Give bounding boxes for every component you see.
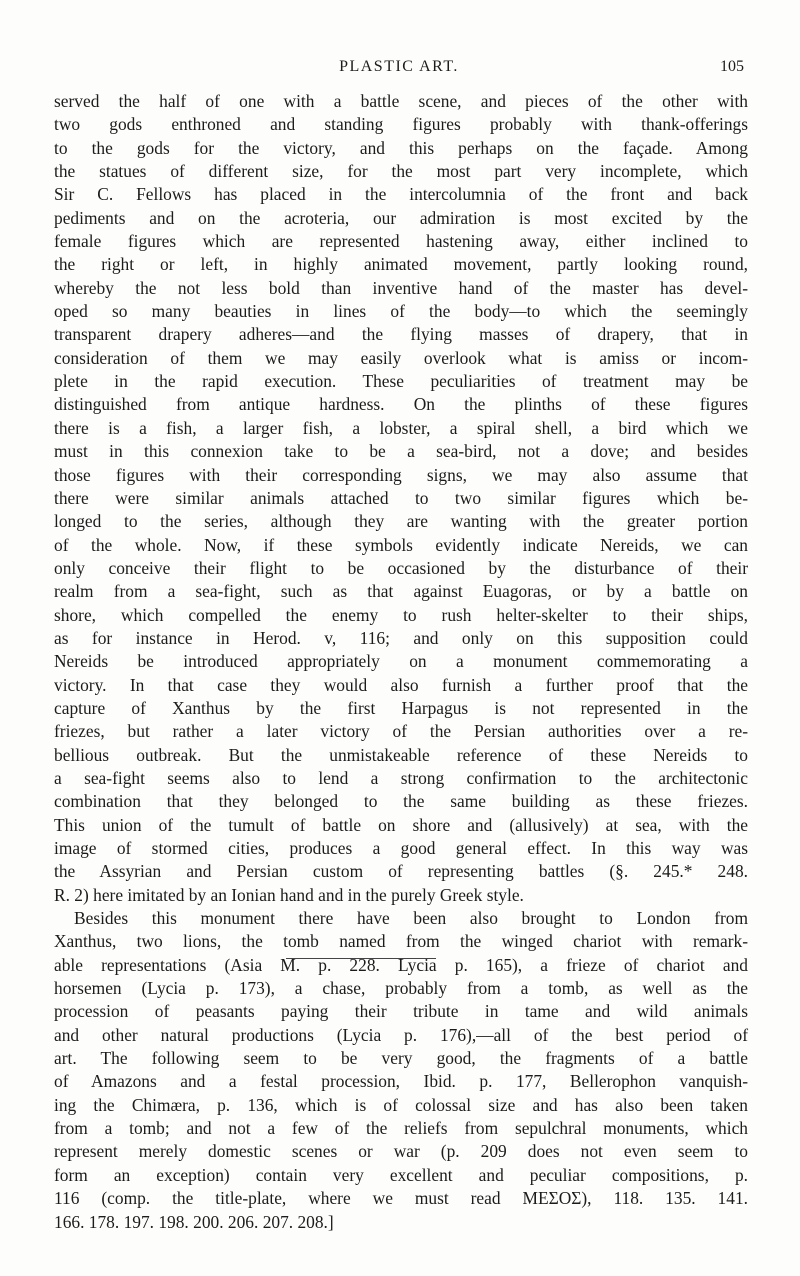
text-line: distinguished from antique hardness. On the plinths of these figures (54, 394, 748, 415)
text-line: longed to the series, although they are wanting with the greater portion (54, 511, 748, 532)
text-line: from a tomb; and not a few of the reliefs from sepulchral monuments, which (54, 1118, 748, 1139)
running-title: PLASTIC ART. (339, 58, 459, 75)
text-line: form an exception) contain very excellent and peculiar compositions, p. (54, 1164, 748, 1185)
text-line: the right or left, in highly animated movement, partly looking round, (54, 254, 748, 275)
text-line: pediments and on the acroteria, our admiration is most excited by the (54, 207, 748, 228)
text-line: two gods enthroned and standing figures probably with thank-offerings (54, 114, 748, 135)
text-line: only conceive their flight to be occasioned by the disturbance of their (54, 557, 748, 578)
text-line: art. The following seem to be very good, the fragments of a battle (54, 1048, 748, 1069)
text-line: of the whole. Now, if these symbols evidently indicate Nereids, we can (54, 534, 748, 555)
text-line: and other natural productions (Lycia p. 176),—all of the best period of (54, 1024, 748, 1045)
text-line: a sea-fight seems also to lend a strong confirmation to the architectonic (54, 767, 748, 788)
text-line: of Amazons and a festal procession, Ibid. p. 177, Bellerophon vanquish- (54, 1071, 748, 1092)
text-line: procession of peasants paying their tribute in tame and wild animals (54, 1001, 748, 1022)
text-line: the Assyrian and Persian custom of representing battles (§. 245.* 248. (54, 861, 748, 882)
text-line: 166. 178. 197. 198. 200. 206. 207. 208.] (54, 1211, 334, 1232)
text-line: Nereids be introduced appropriately on a monument commemorating a (54, 651, 748, 672)
text-line: plete in the rapid execution. These peculiarities of treatment may be (54, 371, 748, 392)
text-line: Sir C. Fellows has placed in the intercolumnia of the front and back (54, 184, 748, 205)
text-line: 116 (comp. the title-plate, where we must read ΜΕΣΟΣ), 118. 135. 141. (54, 1188, 748, 1209)
text-line: ing the Chimæra, p. 136, which is of colossal size and has also been taken (54, 1094, 748, 1115)
text-line: Xanthus, two lions, the tomb named from the winged chariot with remark- (54, 931, 748, 952)
text-line: oped so many beauties in lines of the body—to which the seemingly (54, 301, 748, 322)
text-line: consideration of them we may easily overlook what is amiss or incom- (54, 347, 748, 368)
text-line: victory. In that case they would also furnish a further proof that the (54, 674, 748, 695)
text-line: image of stormed cities, produces a good general effect. In this way was (54, 838, 748, 858)
text-line: represent merely domestic scenes or war (p. 209 does not even seem to (54, 1141, 748, 1162)
text-line: as for instance in Herod. v, 116; and only on this supposition could (54, 627, 748, 648)
text-line: served the half of one with a battle scene, and pieces of the other with (54, 91, 748, 111)
text-line: Besides this monument there have been also brought to London from (74, 908, 748, 929)
text-line: able representations (Asia M. p. 228. Lycia p. 165), a frieze of chariot and (54, 954, 748, 975)
text-line: to the gods for the victory, and this perhaps on the façade. Among (54, 137, 748, 158)
text-line: the statues of different size, for the most part very incomplete, which (54, 161, 748, 182)
text-line: whereby the not less bold than inventive hand of the master has devel- (54, 277, 748, 298)
text-line: horsemen (Lycia p. 173), a chase, probably from a tomb, as well as the (54, 978, 748, 999)
text-line: R. 2) here imitated by an Ionian hand and in the purely Greek style. (54, 884, 524, 905)
closing-rule (286, 958, 436, 959)
text-line: capture of Xanthus by the first Harpagus is not represented in the (54, 697, 748, 718)
text-line: there were similar animals attached to two similar figures which be- (54, 487, 748, 508)
text-line: shore, which compelled the enemy to rush helter-skelter to their ships, (54, 604, 748, 625)
text-line: bellious outbreak. But the unmistakeable reference of these Nereids to (54, 744, 748, 765)
running-head (54, 56, 744, 80)
text-line: combination that they belonged to the same building as these friezes. (54, 791, 748, 812)
text-line: there is a fish, a larger fish, a lobster, a spiral shell, a bird which we (54, 417, 748, 438)
text-line: This union of the tumult of battle on shore and (allusively) at sea, with the (54, 814, 748, 835)
text-line: realm from a sea-fight, such as that against Euagoras, or by a battle on (54, 581, 748, 602)
page-number: 105 (720, 58, 744, 75)
text-line: must in this connexion take to be a sea-bird, not a dove; and besides (54, 441, 748, 462)
text-line: friezes, but rather a later victory of the Persian authorities over a re- (54, 721, 748, 742)
text-line: those figures with their corresponding signs, we may also assume that (54, 464, 748, 485)
text-line: female figures which are represented hastening away, either inclined to (54, 231, 748, 252)
text-line: transparent drapery adheres—and the flying masses of drapery, that in (54, 324, 748, 345)
body-text (54, 90, 748, 1234)
